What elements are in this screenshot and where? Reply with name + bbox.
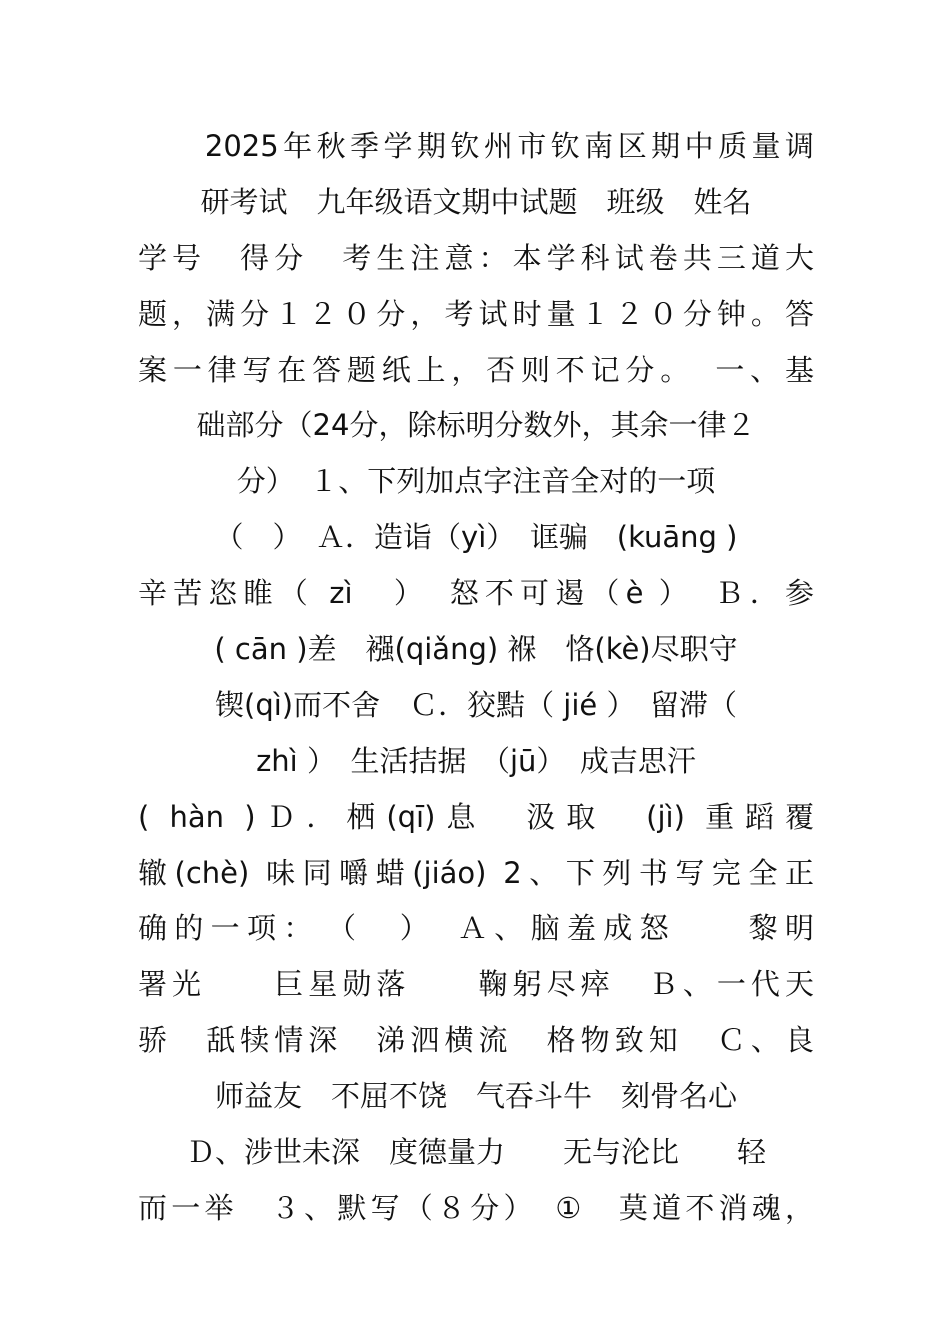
text-line-5: 案一律写在答题纸上，否则不记分。 一、基	[138, 352, 814, 387]
text-line-17: 骄 舐犊情深 涕泗横流 格物致知 Ｃ、良	[138, 1023, 814, 1058]
text-line-13: ( hàn )Ｄ．栖(qī)息 汲取 (jì) 重蹈覆	[138, 799, 814, 834]
text-line-1: 2025年秋季学期钦州市钦南区期中质量调	[138, 129, 814, 163]
text-line-2: 研考试 九年级语文期中试题 班级 姓名	[200, 184, 752, 219]
text-line-4: 题，满分１２０分，考试时量１２０分钟。答	[138, 296, 814, 331]
text-line-3: 学号 得分 考生注意：本学科试卷共三道大	[138, 240, 814, 275]
exam-text-block	[138, 119, 814, 1237]
text-line-12: zhì ） 生活拮据 （jū） 成吉思汗	[256, 743, 696, 778]
text-line-20: 而一举 ３、默写（８分） ① 莫道不消魂，	[138, 1190, 814, 1225]
text-line-18: 师益友 不屈不饶 气吞斗牛 刻骨名心	[214, 1079, 737, 1114]
text-line-19: Ｄ、涉世未深 度德量力 无与沦比 轻	[185, 1135, 766, 1170]
text-line-9: 辛苦恣睢（ zì ） 怒不可遏（è ） Ｂ．参	[138, 576, 814, 611]
text-line-11: 锲(qì)而不舍 Ｃ．狡黠（ jié ） 留滞（	[215, 687, 737, 722]
text-line-16: 署光 巨星勋落 鞠躬尽瘁 Ｂ、一代天	[138, 967, 814, 1002]
text-line-10: ( cān )差 襁(qiǎng) 褓 恪(kè)尽职守	[214, 632, 738, 667]
text-line-15: 确的一项： （ ） Ａ、脑羞成怒 黎明	[138, 911, 814, 946]
text-line-14: 辙(chè) 味同嚼蜡(jiáo) 2、下列书写完全正	[138, 855, 814, 890]
text-line-6: 础部分（24分，除标明分数外，其余一律２	[196, 408, 756, 443]
text-line-7: 分） １、下列加点字注音全对的一项	[236, 464, 716, 499]
text-line-8: （ ） Ａ．造诣（yì） 诓骗 (kuāng )	[214, 520, 738, 555]
